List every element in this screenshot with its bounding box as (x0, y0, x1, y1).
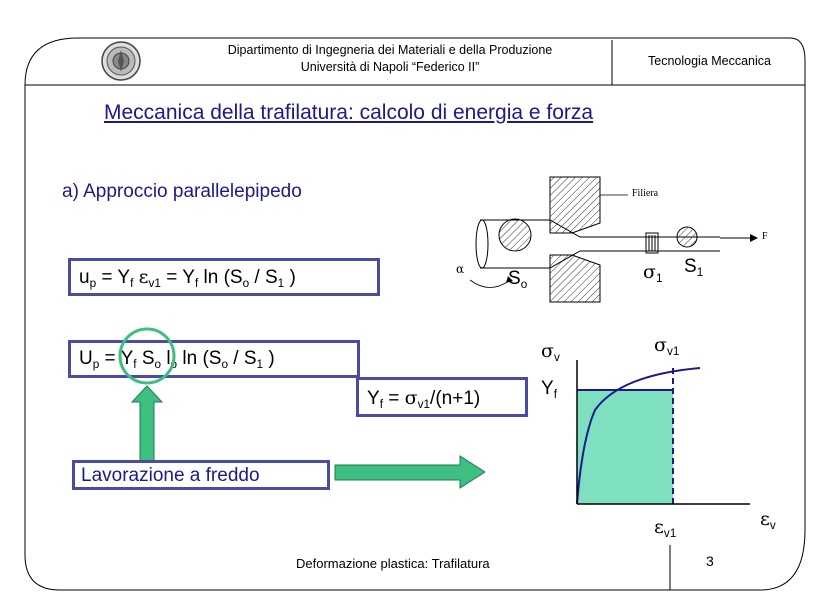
drawing-die-figure (450, 175, 780, 305)
eps-v1-label: $\varepsilon_{v1}$ (654, 516, 677, 541)
up-arrow-icon (132, 386, 162, 463)
footer-text: Deformazione plastica: Trafilatura (296, 556, 490, 571)
course-name: Tecnologia Meccanica (648, 54, 771, 68)
stress-strain-graph (560, 360, 790, 540)
sigma-v1-label: $\sigma_{v1}$ (654, 334, 680, 359)
highlight-circle (120, 329, 174, 383)
area-fill (577, 390, 673, 504)
equation-box-up: $u_p = Y_f$ $\varepsilon_{v1} = Y_f$ $\ln (S_o / S_1$ ) (68, 258, 380, 296)
section-heading: a) Approccio parallelepipedo (62, 181, 302, 202)
sigma1-label: $\sigma_1$ (643, 261, 663, 286)
S1-label: $S_1$ (684, 256, 704, 280)
cold-work-box: Lavorazione a freddo (72, 460, 330, 490)
force-label: F (762, 231, 768, 242)
equation-box-Up: $U_p = Y_f$ $S_o$ $l_o$ $\ln (S_o / S_1$ ) (68, 340, 360, 378)
page-number: 3 (706, 553, 714, 569)
eps-v-label: $\varepsilon_v$ (760, 508, 776, 533)
university-line2: Università di Napoli “Federico II” (300, 60, 480, 74)
department-line1: Dipartimento di Ingegneria dei Materiali e della Produzione (227, 43, 553, 57)
alpha-label: α (456, 262, 465, 276)
y-axis-label: $\sigma_v$ (541, 340, 560, 365)
right-arrow-icon (335, 456, 485, 488)
yf-label: $Y_f$ (541, 378, 557, 402)
equation-box-yf: $Y_f = \sigma_{v1}/(n+1)$ (356, 377, 528, 417)
So-label: $S_o$ (508, 268, 528, 292)
die-label: Filiera (632, 188, 659, 199)
slide-title: Meccanica della trafilatura: calcolo di energia e forza (104, 101, 594, 124)
